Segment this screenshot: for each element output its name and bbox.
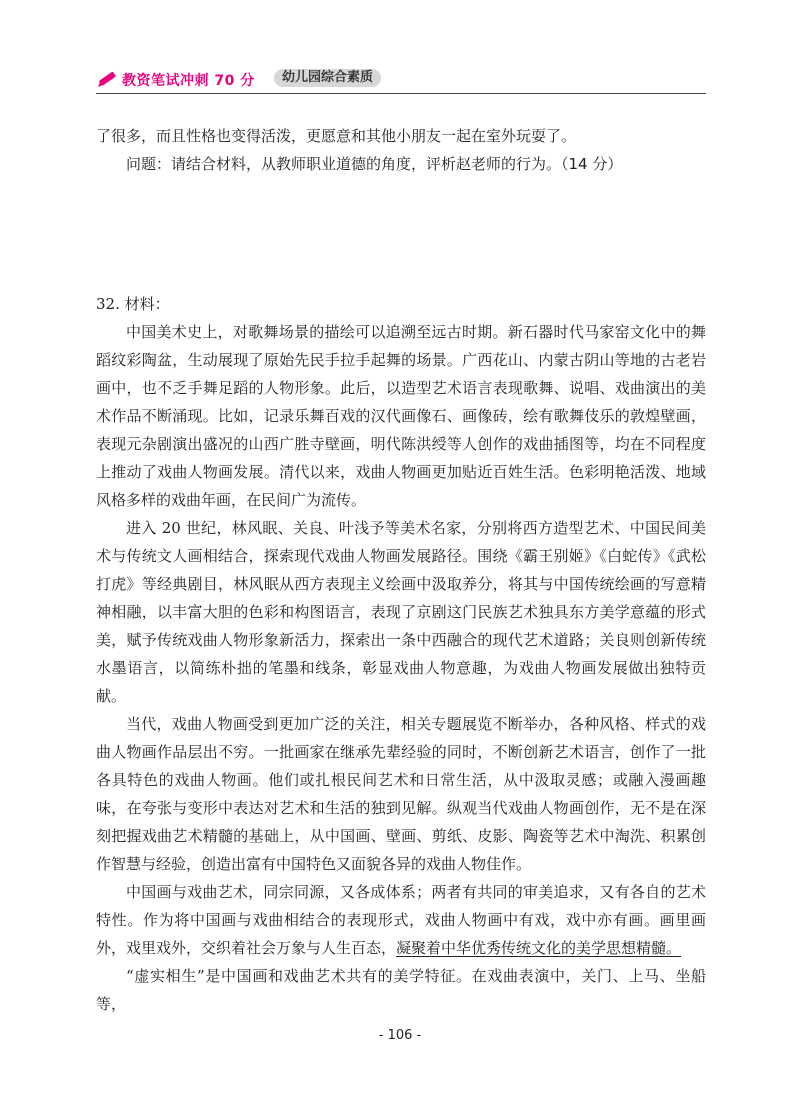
material-paragraph: “虚实相生”是中国画和戏曲艺术共有的美学特征。在戏曲表演中，关门、上马、坐船等， (96, 967, 706, 1013)
pen-icon (96, 68, 118, 90)
material-paragraph: 中国美术史上，对歌舞场景的描绘可以追溯至远古时期。新石器时代马家窑文化中的舞蹈纹彩陶盆，生动展现了原始先民手拉手起舞的场景。广西花山、内蒙古阴山等地的古老岩画中，也不乏手舞足蹈的人物形象。此后，以造型艺术语言表现歌舞、说唱、戏曲演出的美术作品不断涌现。比如，记录乐舞百戏的汉代画像石、画像砖，绘有歌舞伎乐的敦煌壁画，表现元杂剧演出盛况的山西广胜寺壁画，明代陈洪绶等人创作的戏曲插图等，均在不同程度上推动了戏曲人物画发展。清代以来，戏曲人物画更加贴近百姓生活。色彩明艳活泼、地域风格多样的戏曲年画，在民间广为流传。 (96, 323, 706, 509)
underlined-phrase: 凝聚着中华优秀传统文化的美学思想精髓。 (396, 939, 682, 957)
subject-tag: 幼儿园综合素质 (274, 69, 381, 87)
material-paragraph (96, 878, 706, 962)
material-paragraph: 进入 20 世纪，林风眠、关良、叶浅予等美术名家，分别将西方造型艺术、中国民间美术与传统文人画相结合，探索现代戏曲人物画发展路径。围绕《霸王别姬》《白蛇传》《武松打虎》等经典剧目，林风眠从西方表现主义绘画中汲取养分，将其与中国传统绘画的写意精神相融，以丰富大胆的色彩和构图语言，表现了京剧这门民族艺术独具东方美学意蕴的形式美，赋予传统戏曲人物形象新活力，探索出一条中西融合的现代艺术道路；关良则创新传统水墨语言，以简练朴拙的笔墨和线条，彰显戏曲人物意趣，为戏曲人物画发展做出独特贡献。 (96, 519, 706, 705)
page-number: - 106 - (378, 1028, 422, 1043)
previous-question-tail (96, 122, 706, 178)
paragraph-text: 中国画与戏曲艺术，同宗同源，又各成体系；两者有共同的审美追求，又有各自的艺术特性。作为将中国画与戏曲相结合的表现形式，戏曲人物画中有戏，戏中亦有画。画里画外，戏里戏外，交织着社会万象与人生百态， (96, 883, 706, 957)
series-title: 教资笔试冲刺 70 分 (122, 73, 255, 89)
question-text: 问题：请结合材料，从教师职业道德的角度，评析赵老师的行为。（14 分） (126, 155, 623, 173)
header-divider (96, 93, 706, 94)
material-paragraph: 当代，戏曲人物画受到更加广泛的关注，相关专题展览不断举办，各种风格、样式的戏曲人物画作品层出不穷。一批画家在继承先辈经验的同时，不断创新艺术语言，创作了一批各具特色的戏曲人物画。他们或扎根民间艺术和日常生活，从中汲取灵感；或融入漫画趣味，在夸张与变形中表达对艺术和生活的独到见解。纵观当代戏曲人物画创作，无不是在深刻把握戏曲艺术精髓的基础上，从中国画、壁画、剪纸、皮影、陶瓷等艺术中淘洗、积累创作智慧与经验，创造出富有中国特色又面貌各异的戏曲人物佳作。 (96, 715, 706, 873)
continuation-text: 了很多，而且性格也变得活泼，更愿意和其他小朋友一起在室外玩耍了。 (96, 127, 577, 145)
question-32 (96, 290, 706, 1018)
page-header (96, 68, 706, 92)
question-label: 32. 材料： (96, 295, 170, 313)
